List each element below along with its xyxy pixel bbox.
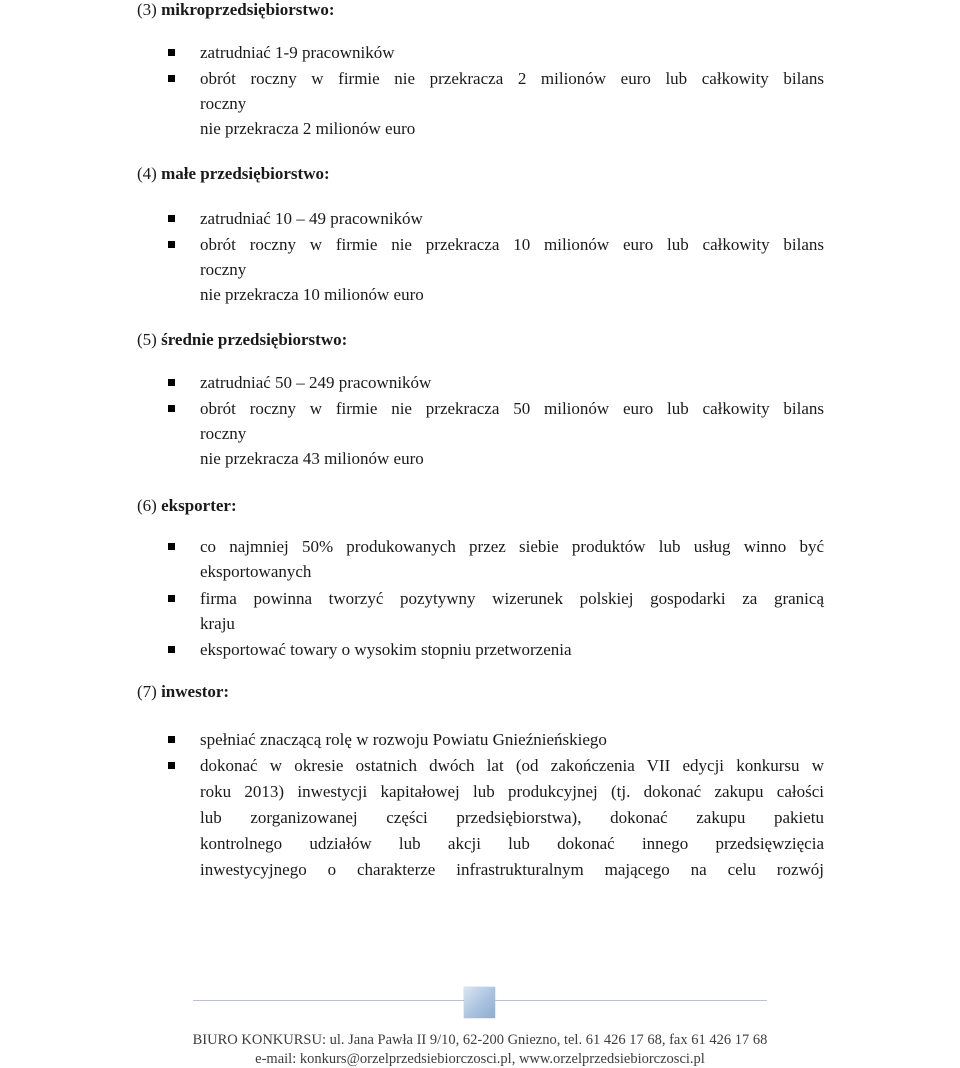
list-item <box>168 66 824 141</box>
footer-rule-left <box>193 1000 464 1001</box>
list-item <box>168 232 824 307</box>
square-bullet-icon <box>168 241 175 248</box>
list-item-text: co najmniej 50% produkowanych przez siebie produktów lub usług winno być <box>200 537 824 556</box>
footer-logo-square-icon <box>464 987 495 1018</box>
list-item <box>168 586 824 636</box>
square-bullet-icon <box>168 49 175 56</box>
list-item-text: kontrolnego udziałów lub akcji lub dokonać innego przedsięwzięcia <box>200 834 824 853</box>
footer-contact: e-mail: konkurs@orzelprzedsiebiorczosci.pl, www.orzelprzedsiebiorczosci.pl <box>255 1051 705 1067</box>
square-bullet-icon <box>168 736 175 743</box>
list-item-text: nie przekracza 2 milionów euro <box>200 119 416 138</box>
square-bullet-icon <box>168 405 175 412</box>
list-item-text: spełniać znaczącą rolę w rozwoju Powiatu Gnieźnieńskiego <box>200 730 607 749</box>
list-item-text: obrót roczny w firmie nie przekracza 2 milionów euro lub całkowity bilans <box>200 69 824 88</box>
list-item <box>168 534 824 584</box>
list-item <box>168 396 824 471</box>
section-title: mikroprzedsiębiorstwo: <box>161 0 335 19</box>
list-item-text: roku 2013) inwestycji kapitałowej lub produkcyjnej (tj. dokonać zakupu całości <box>200 782 824 801</box>
section-heading-6 <box>137 494 237 518</box>
list-item-text: roczny <box>200 424 247 443</box>
list-item-text: dokonać w okresie ostatnich dwóch lat (od zakończenia VII edycji konkursu w <box>200 756 824 775</box>
list-item-text: eksportowanych <box>200 562 312 581</box>
list-item <box>168 206 824 231</box>
list-item-text: nie przekracza 43 milionów euro <box>200 449 424 468</box>
list-item-text: lub zorganizowanej części przedsiębiorstwa), dokonać zakupu pakietu <box>200 808 824 827</box>
section-title: eksporter: <box>161 496 237 515</box>
list-item <box>168 753 824 883</box>
list-item <box>168 40 824 65</box>
list-item-text: inwestycyjnego o charakterze infrastrukturalnym mającego na celu rozwój <box>200 860 824 879</box>
section-heading-5 <box>137 328 347 352</box>
square-bullet-icon <box>168 215 175 222</box>
list-item-text: zatrudniać 10 – 49 pracowników <box>200 209 423 228</box>
list-item-text: zatrudniać 50 – 249 pracowników <box>200 373 432 392</box>
list-item-text: eksportować towary o wysokim stopniu przetworzenia <box>200 640 572 659</box>
square-bullet-icon <box>168 379 175 386</box>
footer-address: BIURO KONKURSU: ul. Jana Pawła II 9/10, 62-200 Gniezno, tel. 61 426 17 68, fax 61 426 17 68 <box>192 1032 768 1048</box>
square-bullet-icon <box>168 646 175 653</box>
section-number: (4) <box>137 164 157 183</box>
footer-rule-right <box>495 1000 767 1001</box>
section-heading-4 <box>137 162 330 186</box>
section-title: inwestor: <box>161 682 230 701</box>
section-title: małe przedsiębiorstwo: <box>161 164 330 183</box>
list-item-text: kraju <box>200 614 235 633</box>
list-item-text: zatrudniać 1-9 pracowników <box>200 43 395 62</box>
square-bullet-icon <box>168 75 175 82</box>
square-bullet-icon <box>168 762 175 769</box>
square-bullet-icon <box>168 543 175 550</box>
section-heading-7 <box>137 680 229 704</box>
list-item <box>168 727 824 752</box>
list-item-text: obrót roczny w firmie nie przekracza 10 milionów euro lub całkowity bilans <box>200 235 824 254</box>
list-item-text: nie przekracza 10 milionów euro <box>200 285 424 304</box>
list-item-text: firma powinna tworzyć pozytywny wizerunek polskiej gospodarki za granicą <box>200 589 824 608</box>
section-number: (5) <box>137 330 157 349</box>
list-item-text: roczny <box>200 260 247 279</box>
list-item-text: obrót roczny w firmie nie przekracza 50 milionów euro lub całkowity bilans <box>200 399 824 418</box>
section-heading-3 <box>137 0 335 22</box>
square-bullet-icon <box>168 595 175 602</box>
section-title: średnie przedsiębiorstwo: <box>161 330 348 349</box>
section-number: (6) <box>137 496 157 515</box>
section-number: (3) <box>137 0 157 19</box>
list-item <box>168 637 824 662</box>
list-item-text: roczny <box>200 94 247 113</box>
list-item <box>168 370 824 395</box>
section-number: (7) <box>137 682 157 701</box>
